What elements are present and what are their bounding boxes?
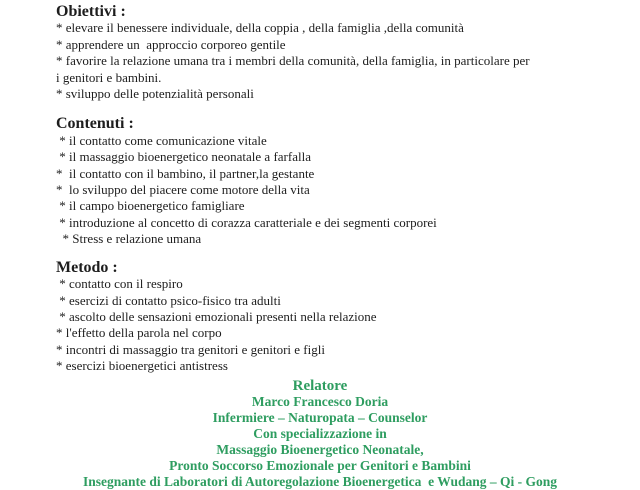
section-heading-obiettivi: Obiettivi :	[56, 3, 126, 20]
contenuti-bullet-5: * il campo bioenergetico famigliare	[56, 198, 245, 214]
section-obiettivi	[56, 4, 600, 102]
section-relatore	[0, 379, 640, 490]
section-metodo	[56, 260, 600, 375]
section-heading-contenuti: Contenuti :	[56, 115, 134, 133]
contenuti-bullet-6: * introduzione al concetto di corazza caratteriale e dei segmenti corporei	[56, 214, 437, 230]
contenuti-bullet-7: * Stress e relazione umana	[56, 231, 202, 247]
section-heading-metodo: Metodo :	[56, 258, 118, 276]
obiettivi-bullet-2: * apprendere un approccio corporeo gentile	[56, 36, 286, 52]
contenuti-bullet-3: * il contatto con il bambino, il partner,la gestante	[56, 165, 315, 181]
metodo-bullet-1: * contatto con il respiro	[56, 276, 183, 292]
contenuti-bullet-4: * lo sviluppo del piacere come motore della vita	[56, 182, 310, 198]
relatore-specialization-intro: Con specializzazione in	[253, 426, 387, 442]
relatore-title: Relatore	[292, 377, 348, 394]
relatore-specialization-1: Massaggio Bioenergetico Neonatale,	[216, 442, 424, 458]
relatore-teaching-role: Insegnante di Laboratori di Autoregolazione Bioenergetica e Wudang – Qi - Gong	[82, 473, 558, 489]
metodo-bullet-5: * incontri di massaggio tra genitori e genitori e figli	[56, 341, 325, 357]
contenuti-bullet-2: * il massaggio bioenergetico neonatale a farfalla	[56, 149, 311, 165]
relatore-name: Marco Francesco Doria	[251, 394, 389, 410]
relatore-specialization-2: Pronto Soccorso Emozionale per Genitori e Bambini	[169, 458, 471, 474]
metodo-bullet-6: * esercizi bioenergetici antistress	[56, 358, 228, 374]
relatore-professions: Infermiere – Naturopata – Counselor	[212, 410, 428, 426]
obiettivi-bullet-3-continuation: i genitori e bambini.	[56, 69, 162, 85]
metodo-bullet-3: * ascolto delle sensazioni emozionali presenti nella relazione	[56, 308, 377, 324]
obiettivi-bullet-1: * elevare il benessere individuale, della coppia , della famiglia ,della comunità	[56, 20, 464, 36]
contenuti-bullet-1: * il contatto come comunicazione vitale	[56, 132, 267, 148]
section-contenuti	[56, 116, 600, 247]
metodo-bullet-4: * l'effetto della parola nel corpo	[56, 325, 222, 341]
obiettivi-bullet-3: * favorire la relazione umana tra i membri della comunità, della famiglia, in particolare per	[56, 53, 530, 69]
metodo-bullet-2: * esercizi di contatto psico-fisico tra adulti	[56, 292, 281, 308]
obiettivi-bullet-4: * sviluppo delle potenzialità personali	[56, 86, 254, 102]
